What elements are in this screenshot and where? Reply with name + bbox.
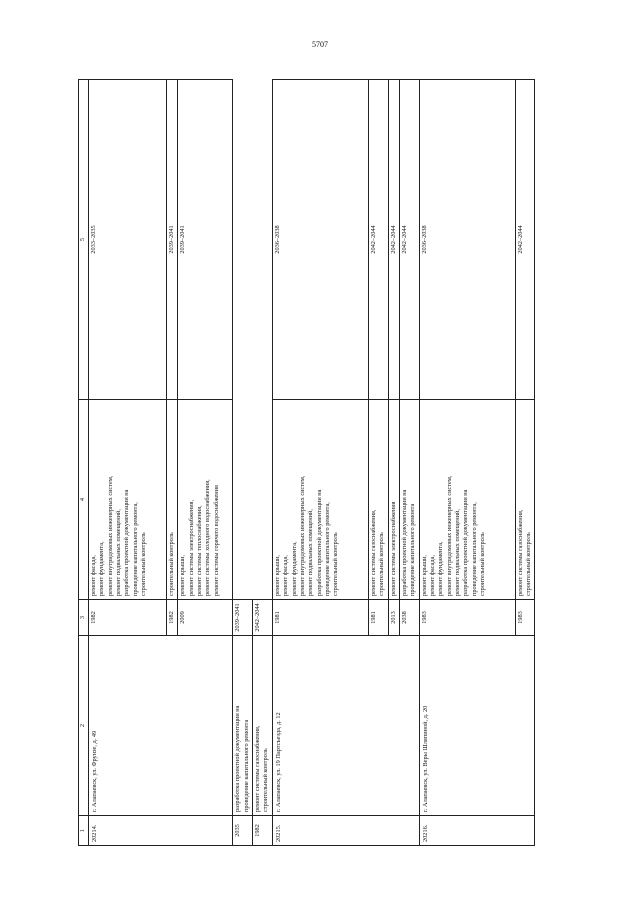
year-cell: 1982 <box>167 600 178 636</box>
works-line: строительный контроль <box>140 532 148 596</box>
header-cell: 5 <box>79 80 89 400</box>
works-line: ремонт подвальных помещений, <box>115 509 123 596</box>
year-cell: 2009 <box>178 600 233 636</box>
works-line: ремонт системы теплоснабжения, <box>196 505 204 596</box>
works-cell <box>368 400 388 600</box>
works-line: разработка проектной документации на <box>400 489 408 596</box>
period-cell: 2042–2044 <box>399 80 419 400</box>
works-line: ремонт фасада, <box>90 555 97 596</box>
period-cell: 2042–2044 <box>253 600 273 636</box>
works-line: ремонт системы газоснабжения, <box>254 725 262 812</box>
works-cell <box>178 400 233 600</box>
year-cell: 2013 <box>388 600 399 636</box>
works-line: строительный контроль <box>262 748 270 812</box>
table-row <box>89 80 167 846</box>
period-cell: 2036–2038 <box>272 80 368 400</box>
period-cell: 2042–2044 <box>368 80 388 400</box>
page-number: 5707 <box>312 40 328 49</box>
year-cell: 1983 <box>419 600 515 636</box>
works-line: ремонт фундамента, <box>290 541 298 596</box>
works-line: ремонт внутридомовых инженерных систем, <box>298 475 306 596</box>
works-cell <box>419 400 515 600</box>
works-cell <box>167 400 178 600</box>
works-line: ремонт крыши, <box>420 554 428 596</box>
header-cell: 1 <box>79 816 89 846</box>
works-line: ремонт фасада, <box>282 555 290 596</box>
works-line: разработка проектной документации на <box>462 489 470 596</box>
header-cell: 2 <box>79 636 89 816</box>
address-cell: г. Алапаевск, ул. Фрунзе, д. 49 <box>89 636 233 816</box>
works-line: разработка проектной документации на <box>234 705 242 812</box>
year-cell: 1983 <box>515 600 535 636</box>
address-cell: г. Алапаевск, ул. 19 Партсъезда, д. 12 <box>272 636 419 816</box>
works-line: разработка проектной документации на <box>123 489 131 596</box>
period-cell: 2033–2035 <box>89 80 167 400</box>
works-line: проведение капитального ремонта, <box>470 502 478 596</box>
works-line: проведение капитального ремонта <box>242 719 250 812</box>
works-line: ремонт крыши, <box>179 554 187 596</box>
period-cell: 2042–2044 <box>388 80 399 400</box>
table-body <box>89 80 535 846</box>
row-number-cell: 20214. <box>89 816 233 846</box>
works-line: строительный контроль <box>168 532 175 596</box>
works-cell <box>399 400 419 600</box>
rotated-table-wrapper <box>78 80 590 846</box>
works-line: ремонт фасада, <box>428 555 436 596</box>
table-row <box>419 80 515 846</box>
period-cell: 2039–2041 <box>167 80 178 400</box>
header-cell: 3 <box>79 600 89 636</box>
year-cell: 2035 <box>233 816 253 846</box>
works-line: ремонт системы электроснабжения, <box>187 499 195 596</box>
row-number-cell: 20216. <box>419 816 535 846</box>
works-cell <box>253 636 273 816</box>
works-line: ремонт системы газоснабжения, <box>369 509 377 596</box>
works-line: строительный контроль <box>524 532 532 596</box>
works-line: ремонт фундамента, <box>98 541 106 596</box>
period-cell: 2042–2044 <box>515 80 535 400</box>
row-number-cell: 20215. <box>272 816 419 846</box>
period-cell: 2039–2041 <box>233 600 253 636</box>
works-line: ремонт системы холодного водоснабжения, <box>204 479 212 596</box>
table-row <box>253 80 273 846</box>
works-line: проведение капитального ремонта <box>409 503 417 596</box>
year-cell: 1981 <box>368 600 388 636</box>
works-line: строительный контроль <box>479 532 487 596</box>
works-line: ремонт подвальных помещений, <box>307 509 315 596</box>
table-row <box>233 80 253 846</box>
works-line: строительный контроль <box>332 532 340 596</box>
period-cell: 2036–2038 <box>419 80 515 400</box>
works-line: разработка проектной документации на <box>315 489 323 596</box>
works-cell <box>515 400 535 600</box>
header-cell: 4 <box>79 400 89 600</box>
year-cell: 1982 <box>253 816 273 846</box>
works-line: ремонт внутридомовых инженерных систем, <box>106 475 114 596</box>
works-line: ремонт крыши, <box>273 554 281 596</box>
table-row <box>272 80 368 846</box>
repair-schedule-table <box>78 79 535 846</box>
works-cell <box>272 400 368 600</box>
year-cell: 2038 <box>399 600 419 636</box>
works-line: ремонт подвальных помещений, <box>454 509 462 596</box>
works-line: ремонт внутридомовых инженерных систем, <box>445 475 453 596</box>
works-line: проведение капитального ремонта, <box>323 502 331 596</box>
works-line: ремонт системы электроснабжения <box>389 501 397 596</box>
header-row <box>79 80 89 846</box>
works-line: проведение капитального ремонта, <box>131 502 139 596</box>
period-cell: 2039–2041 <box>178 80 233 400</box>
works-line: ремонт системы газоснабжения, <box>516 509 524 596</box>
works-line: ремонт фундамента, <box>437 541 445 596</box>
works-cell <box>388 400 399 600</box>
address-cell: г. Алапаевск, ул. Веры Шляпиной, д. 20 <box>419 636 535 816</box>
works-line: строительный контроль <box>378 532 386 596</box>
works-cell <box>89 400 167 600</box>
year-cell: 1982 <box>89 600 167 636</box>
works-cell <box>233 636 253 816</box>
year-cell: 1981 <box>272 600 368 636</box>
works-line: ремонт системы горячего водоснабжения <box>212 485 220 596</box>
